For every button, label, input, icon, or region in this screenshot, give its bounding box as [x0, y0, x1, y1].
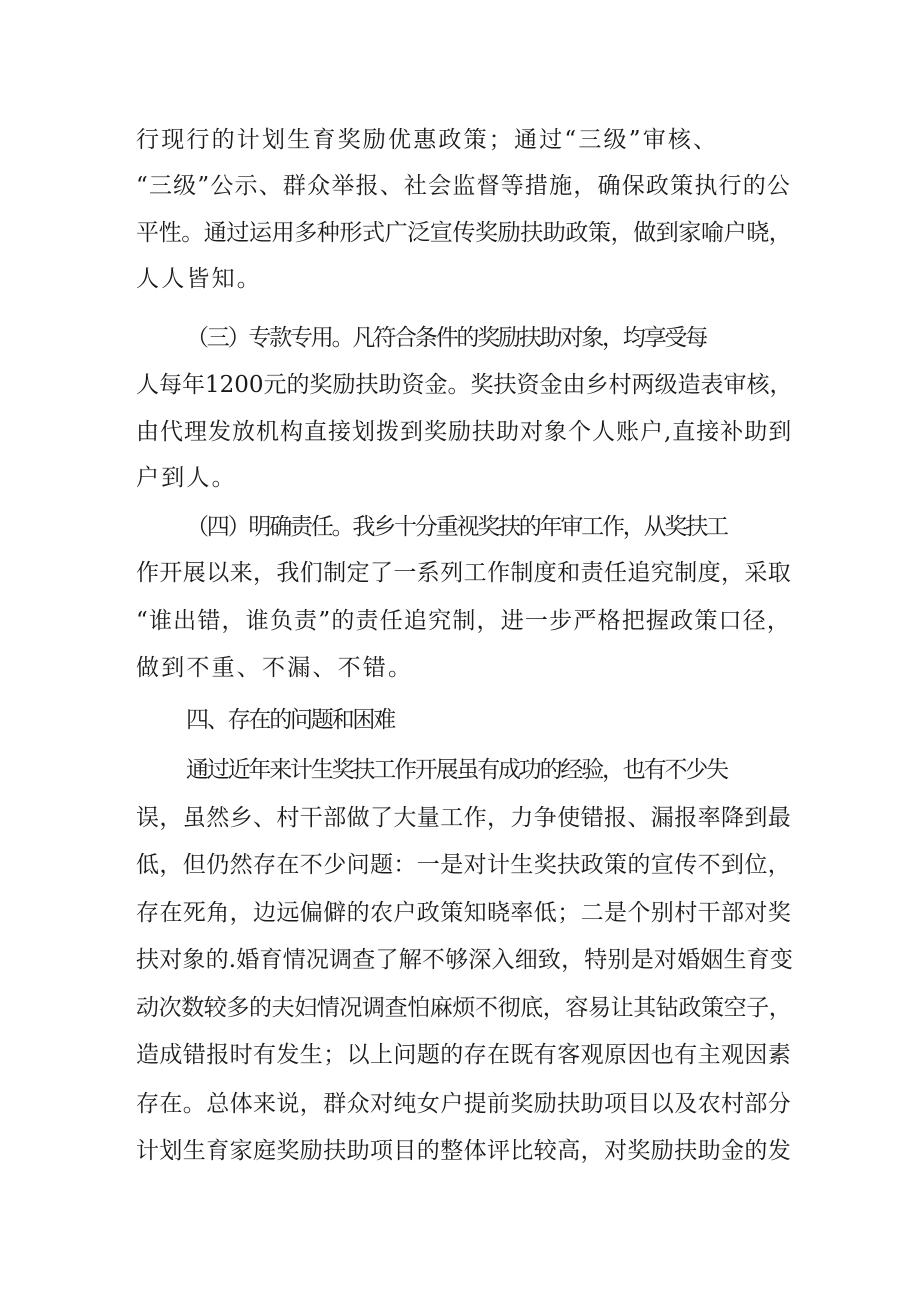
paragraph-line: 误，虽然乡、村干部做了大量工作，力争使错报、漏报率降到最 — [136, 805, 792, 831]
paragraph-line: “谁出错，谁负责”的责任追究制，进一步严格把握政策口径， — [136, 608, 792, 634]
paragraph-line: 计划生育家庭奖励扶助项目的整体评比较高，对奖励扶助金的发 — [136, 1138, 792, 1164]
paragraph-line: 户到人。 — [136, 465, 237, 491]
paragraph-line: “三级”公示、群众举报、社会监督等措施，确保政策执行的公 — [136, 173, 792, 199]
paragraph-line: （四）明确责任。我乡十分重视奖扶的年审工作，从奖扶工 — [186, 514, 727, 540]
paragraph-line: 动次数较多的夫妇情况调查怕麻烦不彻底，容易让其钻政策空子， — [136, 995, 792, 1021]
paragraph-line: 人每年1200元的奖励扶助资金。奖扶资金由乡村两级造表审核， — [136, 372, 793, 398]
paragraph-line: 作开展以来，我们制定了一系列工作制度和责任追究制度，采取 — [136, 560, 792, 586]
paragraph-line: 造成错报时有发生；以上问题的存在既有客观原因也有主观因素 — [136, 1042, 792, 1068]
section-heading: 四、存在的问题和困难 — [186, 707, 395, 733]
paragraph-line: 存在死角，边远偏僻的农户政策知晓率低；二是个别村干部对奖 — [136, 900, 792, 926]
paragraph-line: 存在。总体来说，群众对纯女户提前奖励扶助项目以及农村部分 — [136, 1091, 792, 1117]
paragraph-line: 行现行的计划生育奖励优惠政策；通过“三级”审核、 — [136, 127, 719, 153]
paragraph-line: 扶对象的.婚育情况调查了解不够深入细致，特别是对婚姻生育变 — [136, 947, 794, 973]
paragraph-line: 平性。通过运用多种形式广泛宣传奖励扶助政策，做到家喻户晓， — [136, 220, 792, 246]
paragraph-line: 做到不重、不漏、不错。 — [136, 655, 414, 681]
paragraph-line: 人人皆知。 — [136, 266, 262, 292]
paragraph-line: （三）专款专用。凡符合条件的奖励扶助对象，均享受每 — [186, 325, 707, 351]
paragraph-line: 通过近年来计生奖扶工作开展虽有成功的经验，也有不少失 — [186, 757, 727, 783]
paragraph-line: 低，但仍然存在不少问题：一是对计生奖扶政策的宣传不到位， — [136, 852, 792, 878]
paragraph-line: 由代理发放机构直接划拨到奖励扶助对象个人账户,直接补助到 — [136, 419, 793, 445]
